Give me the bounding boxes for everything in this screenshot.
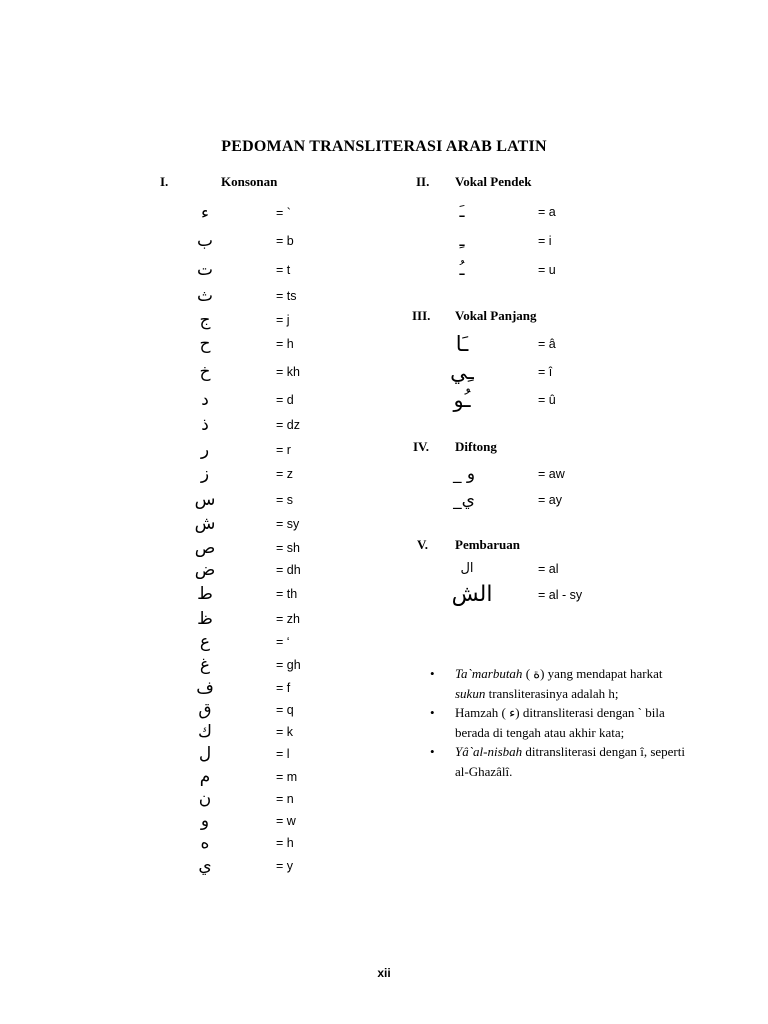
- note-item: [428, 703, 688, 742]
- section-number-pembaruan: V.: [417, 537, 428, 552]
- section-title-diftong: Diftong: [455, 439, 497, 454]
- latin-equivalent: = gh: [276, 658, 301, 672]
- bullet-icon: •: [430, 666, 435, 681]
- section-title-vokal-panjang: Vokal Panjang: [455, 308, 537, 323]
- arabic-letter: ي: [198, 856, 212, 876]
- latin-equivalent: = sy: [276, 517, 300, 531]
- note-item: [428, 742, 688, 781]
- latin-equivalent: = al - sy: [538, 588, 583, 602]
- arabic-letter: ـُو: [453, 388, 471, 412]
- latin-equivalent: = î: [538, 365, 553, 379]
- latin-equivalent: = al: [538, 562, 559, 576]
- latin-equivalent: = k: [276, 725, 294, 739]
- arabic-letter: د: [201, 390, 209, 410]
- bullet-icon: •: [430, 705, 435, 720]
- note-text: ditransliterasi dengan î, seperti al-Ghazâlî.: [455, 744, 685, 779]
- note-italic-text: Yâ`al-nisbah: [455, 744, 523, 759]
- arabic-letter: و _: [452, 464, 476, 484]
- latin-equivalent: = â: [538, 337, 556, 351]
- note-item: [428, 664, 688, 703]
- note-text: Hamzah ( ء) ditransliterasi dengan ` bila berada di tengah atau akhir kata;: [455, 705, 665, 740]
- arabic-letter: ـُ: [459, 260, 465, 280]
- arabic-letter: ض: [194, 560, 216, 580]
- latin-equivalent: = r: [276, 443, 291, 457]
- latin-equivalent: = sh: [276, 541, 300, 555]
- arabic-letter: ك: [197, 722, 212, 742]
- latin-equivalent: = u: [538, 263, 556, 277]
- arabic-letter: ص: [194, 538, 216, 558]
- note-italic-text: sukun: [455, 685, 486, 701]
- latin-equivalent: = h: [276, 337, 294, 351]
- arabic-letter: ـَ: [459, 202, 465, 222]
- arabic-letter: ش: [194, 514, 216, 534]
- note-italic-text: Ta`marbutah: [455, 666, 523, 681]
- latin-equivalent: = û: [538, 393, 556, 407]
- arabic-letter: ز: [200, 464, 210, 484]
- arabic-letter: ذ: [201, 415, 209, 435]
- latin-equivalent: = l: [276, 747, 290, 761]
- bullet-icon: •: [430, 744, 435, 759]
- latin-equivalent: = z: [276, 467, 294, 481]
- latin-equivalent: = `: [276, 206, 291, 220]
- arabic-letter: س: [194, 490, 216, 510]
- latin-equivalent: = dz: [276, 418, 300, 432]
- arabic-letter: ت: [196, 260, 213, 280]
- latin-equivalent: = a: [538, 205, 556, 219]
- latin-equivalent: = j: [276, 313, 290, 327]
- latin-equivalent: = q: [276, 703, 294, 717]
- arabic-letter: ن: [198, 789, 212, 809]
- arabic-letter: ث: [196, 286, 213, 306]
- latin-equivalent: = m: [276, 770, 298, 784]
- section-number-vokal-pendek: II.: [416, 174, 430, 189]
- page-title: PEDOMAN TRANSLITERASI ARAB LATIN: [221, 138, 547, 155]
- arabic-letter: ع: [199, 632, 211, 652]
- arabic-letter: ر: [200, 440, 210, 460]
- page-number: xii: [377, 966, 391, 980]
- section-title-vokal-pendek: Vokal Pendek: [455, 174, 532, 189]
- arabic-letter: خ: [199, 362, 211, 382]
- arabic-letter: ي_: [453, 490, 475, 510]
- arabic-letter: ج: [199, 310, 211, 330]
- latin-equivalent: = d: [276, 393, 294, 407]
- latin-equivalent: = ay: [538, 493, 562, 507]
- section-number-konsonan: I.: [160, 174, 169, 189]
- arabic-letter: و: [200, 811, 210, 831]
- latin-equivalent: = zh: [276, 612, 300, 626]
- latin-equivalent: = kh: [276, 365, 300, 379]
- arabic-letter: ل: [198, 744, 212, 764]
- section-number-vokal-panjang: III.: [412, 308, 431, 323]
- latin-equivalent: = w: [276, 814, 296, 828]
- arabic-letter: ه: [200, 833, 210, 853]
- arabic-letter: ء: [201, 203, 209, 223]
- latin-equivalent: = n: [276, 792, 294, 806]
- section-title-pembaruan: Pembaruan: [455, 537, 520, 552]
- arabic-letter: ال: [460, 561, 474, 576]
- arabic-letter: ـَا: [455, 332, 469, 356]
- arabic-letter: م: [199, 767, 211, 787]
- latin-equivalent: = aw: [538, 467, 565, 481]
- note-text: transliterasinya adalah h;: [485, 685, 619, 701]
- arabic-letter: ح: [199, 334, 211, 354]
- latin-equivalent: = f: [276, 681, 291, 695]
- latin-equivalent: = s: [276, 493, 294, 507]
- latin-equivalent: = ‘: [276, 635, 290, 649]
- latin-equivalent: = i: [538, 234, 552, 248]
- arabic-letter: ـِي: [450, 360, 474, 384]
- section-title-konsonan: Konsonan: [221, 174, 278, 189]
- arabic-letter: ب: [196, 231, 213, 251]
- latin-equivalent: = th: [276, 587, 298, 601]
- arabic-letter: ق: [198, 700, 212, 720]
- arabic-letter: غ: [199, 655, 211, 675]
- arabic-letter: الش: [451, 582, 493, 607]
- latin-equivalent: = ts: [276, 289, 297, 303]
- latin-equivalent: = dh: [276, 563, 301, 577]
- note-text: ( ة) yang mendapat harkat: [522, 666, 663, 681]
- latin-equivalent: = b: [276, 234, 294, 248]
- notes-list: [428, 664, 688, 781]
- arabic-letter: ف: [196, 678, 214, 698]
- latin-equivalent: = y: [276, 859, 294, 873]
- latin-equivalent: = t: [276, 263, 291, 277]
- arabic-letter: ظ: [197, 609, 213, 629]
- arabic-letter: ـِ: [459, 231, 465, 251]
- latin-equivalent: = h: [276, 836, 294, 850]
- arabic-letter: ط: [197, 584, 213, 604]
- section-number-diftong: IV.: [413, 439, 430, 454]
